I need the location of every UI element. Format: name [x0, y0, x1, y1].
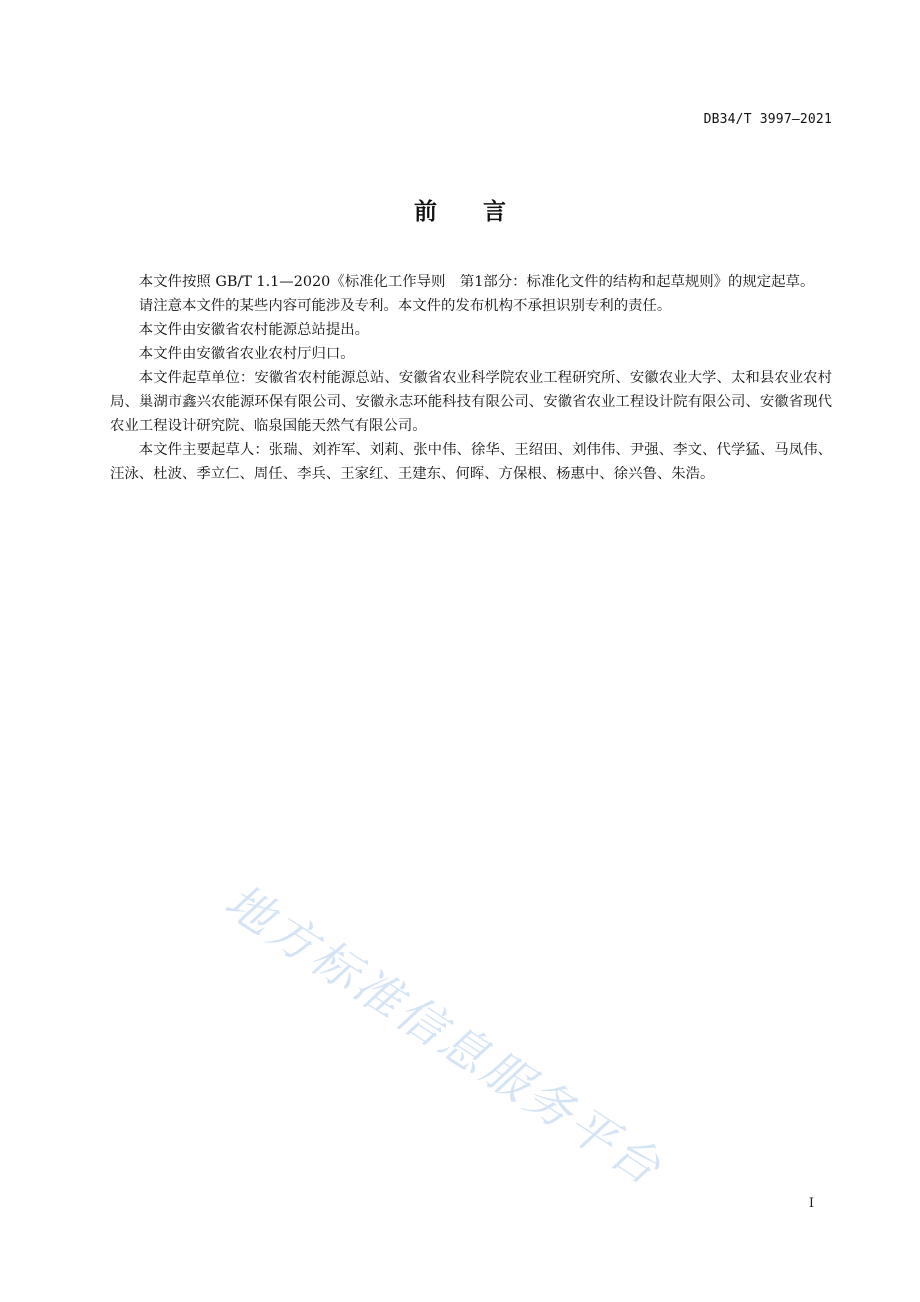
page-title — [0, 193, 920, 226]
paragraph-patent-notice: 请注意本文件的某些内容可能涉及专利。本文件的发布机构不承担识别专利的责任。 — [138, 298, 672, 314]
paragraph-centralized-management: 本文件由安徽省农业农村厅归口。 — [138, 346, 355, 362]
title-char-2: 言 — [483, 199, 506, 225]
paragraph-proposer: 本文件由安徽省农村能源总站提出。 — [138, 322, 370, 338]
watermark: 地方标准信息服务平台 — [214, 873, 673, 1198]
foreword-body — [110, 270, 832, 486]
paragraph-drafting-rules: 本文件按照 GB/T 1.1—2020《标准化工作导则 第1部分：标准化文件的结构和起草规则》的规定起草。 — [138, 274, 815, 290]
paragraph-drafters: 本文件主要起草人：张瑞、刘祚军、刘莉、张中伟、徐华、王绍田、刘伟伟、尹强、李文、代学猛、马凤伟、汪泳、杜波、季立仁、周任、李兵、王家红、王建东、何晖、方保根、杨惠中、徐兴鲁、朱浩。 — [110, 442, 832, 482]
paragraph-drafting-units: 本文件起草单位：安徽省农村能源总站、安徽省农业科学院农业工程研究所、安徽农业大学、太和县农业农村局、巢湖市鑫兴农能源环保有限公司、安徽永志环能科技有限公司、安徽省农业工程设计院有限公司、安徽省现代农业工程设计研究院、临泉国能天然气有限公司。 — [110, 370, 832, 434]
document-code: DB34/T 3997—2021 — [703, 112, 832, 127]
title-char-1: 前 — [414, 199, 437, 225]
page-number: I — [808, 1196, 814, 1211]
